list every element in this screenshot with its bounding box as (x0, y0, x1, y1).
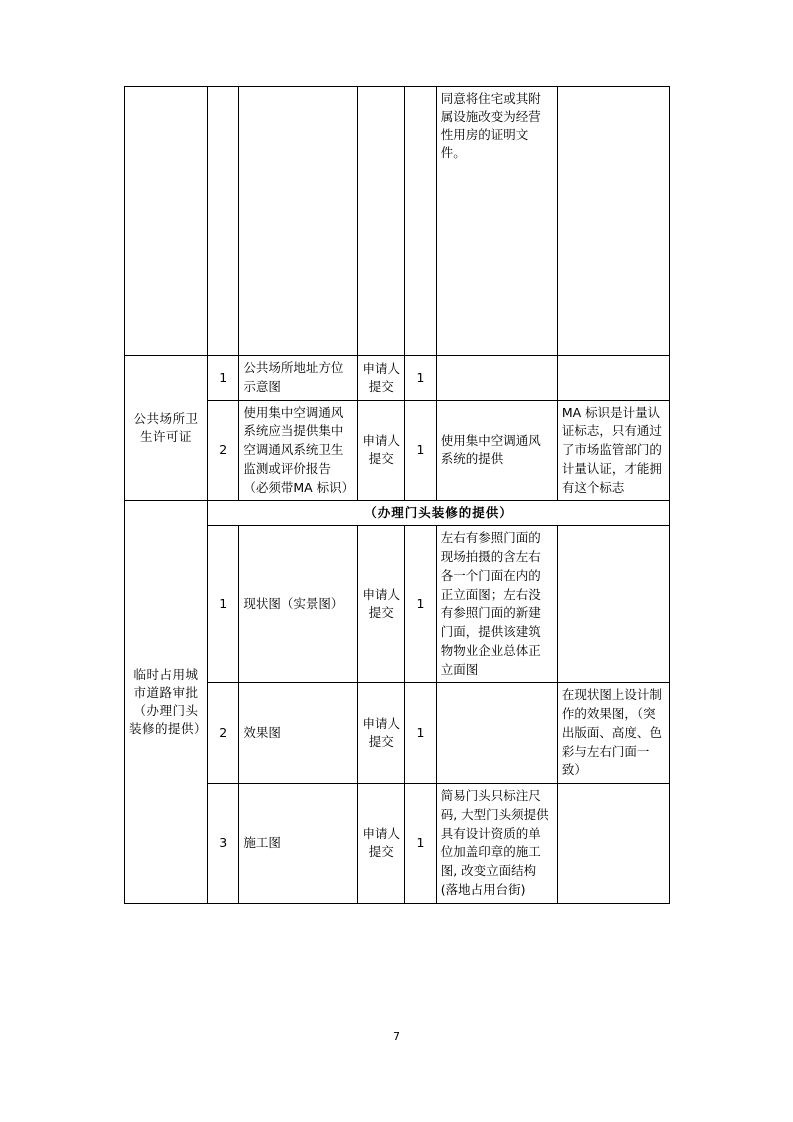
cell-detail: 同意将住宅或其附属设施改变为经营性用房的证明文件。 (436, 87, 557, 356)
cell-submitter: 申请人提交 (358, 683, 405, 784)
cell-note (557, 526, 669, 683)
table-row (125, 356, 670, 401)
cell-section-banner: （办理门头装修的提供） (207, 501, 669, 526)
cell-submitter: 申请人提交 (358, 400, 405, 501)
cell-detail: 左右有参照门面的现场拍摄的含左右各一个门面在内的正立面图；左右没有参照门面的新建门面，提供该建筑物物业企业总体正立面图 (436, 526, 557, 683)
cell-count: 1 (405, 400, 436, 501)
cell-seq: 2 (207, 683, 238, 784)
cell-category: 临时占用城市道路审批（办理门头装修的提供） (125, 501, 208, 903)
cell-seq: 1 (207, 526, 238, 683)
cell-submitter: 申请人提交 (358, 784, 405, 904)
cell-submitter (358, 87, 405, 356)
table-row-banner (125, 501, 670, 526)
cell-count: 1 (405, 526, 436, 683)
cell-count: 1 (405, 784, 436, 904)
cell-material: 公共场所地址方位示意图 (239, 356, 358, 401)
cell-material: 使用集中空调通风系统应当提供集中空调通风系统卫生监测或评价报告（必须带MA 标识） (239, 400, 358, 501)
cell-detail (436, 356, 557, 401)
page-number: 7 (393, 1030, 400, 1043)
cell-count (405, 87, 436, 356)
cell-submitter: 申请人提交 (358, 526, 405, 683)
cell-material: 现状图（实景图） (239, 526, 358, 683)
cell-material (239, 87, 358, 356)
cell-note: 在现状图上设计制作的效果图，（突出版面、高度、色彩与左右门面一致） (557, 683, 669, 784)
cell-note (557, 87, 669, 356)
cell-category (125, 87, 208, 356)
cell-submitter: 申请人提交 (358, 356, 405, 401)
cell-seq: 3 (207, 784, 238, 904)
cell-seq (207, 87, 238, 356)
requirements-table (124, 86, 670, 904)
cell-category: 公共场所卫生许可证 (125, 356, 208, 501)
cell-note (557, 356, 669, 401)
cell-detail: 简易门头只标注尺码, 大型门头须提供具有设计资质的单位加盖印章的施工图, 改变立面结构(落地占用台街) (436, 784, 557, 904)
cell-count: 1 (405, 683, 436, 784)
cell-note: MA 标识是计量认证标志，只有通过了市场监管部门的计量认证，才能拥有这个标志 (557, 400, 669, 501)
cell-material: 效果图 (239, 683, 358, 784)
cell-note (557, 784, 669, 904)
cell-seq: 2 (207, 400, 238, 501)
cell-count: 1 (405, 356, 436, 401)
cell-detail: 使用集中空调通风系统的提供 (436, 400, 557, 501)
cell-seq: 1 (207, 356, 238, 401)
cell-material: 施工图 (239, 784, 358, 904)
cell-detail (436, 683, 557, 784)
table-row (125, 87, 670, 356)
